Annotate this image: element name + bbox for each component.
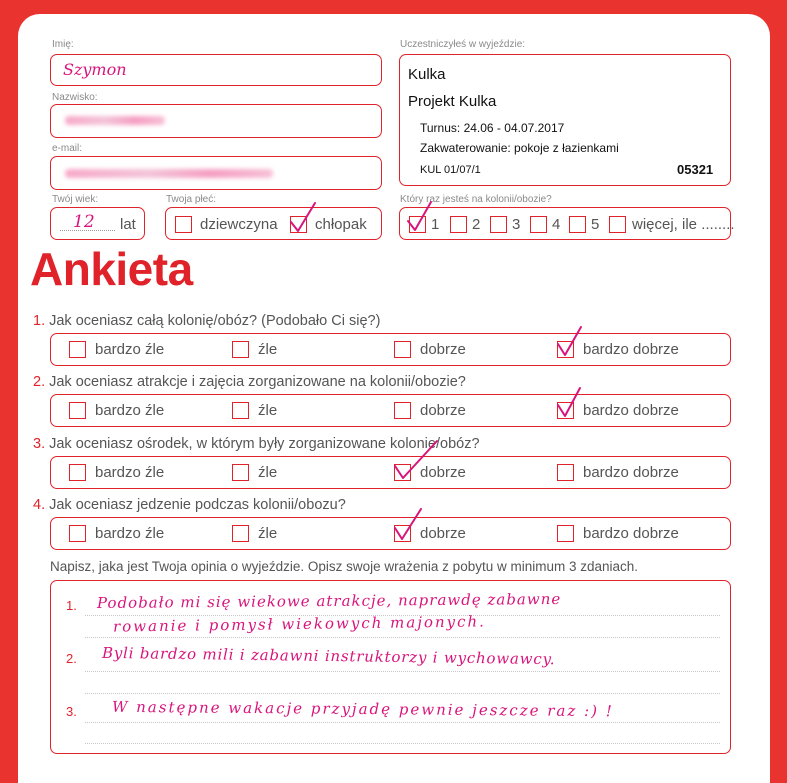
- q3-option-bardzo-zle: bardzo źle: [95, 464, 165, 481]
- opinion-line-4: W następne wakacje przyjadę pewnie jeszcze raz :) !: [111, 697, 614, 721]
- age-value: 12: [73, 212, 95, 232]
- q4-checkbox-zle[interactable]: [232, 525, 249, 542]
- times-checkbox-5[interactable]: [569, 216, 586, 233]
- trip-code: KUL 01/07/1: [420, 164, 481, 176]
- q3-checkbox-bardzo-dobrze[interactable]: [557, 464, 574, 481]
- name-value: Szymon: [63, 60, 127, 79]
- gender-option-dziewczyna: dziewczyna: [200, 216, 278, 233]
- opinion-num-3: 3.: [66, 704, 77, 719]
- opinion-prompt: Napisz, jaka jest Twoja opinia o wyjeździe. Opisz swoje wrażenia z pobytu w minimum 3 zdaniach.: [50, 559, 639, 574]
- question-1: 1. Jak oceniasz całą kolonię/obóz? (Podobało Ci się?): [33, 313, 381, 329]
- age-label: Twój wiek:: [52, 194, 99, 205]
- times-checkbox-3[interactable]: [490, 216, 507, 233]
- q4-option-bardzo-dobrze: bardzo dobrze: [583, 525, 679, 542]
- q3-option-dobrze: dobrze: [420, 464, 466, 481]
- email-field[interactable]: [50, 156, 382, 190]
- q1-option-zle: źle: [258, 341, 278, 358]
- times-checkbox-2[interactable]: [450, 216, 467, 233]
- q2-option-dobrze: dobrze: [420, 402, 466, 419]
- times-option-3: 3: [512, 216, 521, 233]
- q4-checkbox-bardzo-zle[interactable]: [69, 525, 86, 542]
- opinion-line-3: Byli bardzo mili i zabawni instruktorzy i wychowawcy.: [101, 643, 556, 669]
- q3-option-bardzo-dobrze: bardzo dobrze: [583, 464, 679, 481]
- trip-number: 05321: [677, 162, 714, 177]
- opinion-line-2: rowanie i pomysł wiekowych majonych.: [112, 612, 487, 636]
- q1-checkbox-dobrze[interactable]: [394, 341, 411, 358]
- q2-checkbox-dobrze[interactable]: [394, 402, 411, 419]
- q2-checkbox-bardzo-dobrze[interactable]: [557, 402, 574, 419]
- times-option-4: 4: [552, 216, 561, 233]
- q1-checkbox-bardzo-zle[interactable]: [69, 341, 86, 358]
- q4-checkbox-bardzo-dobrze[interactable]: [557, 525, 574, 542]
- email-redacted: [65, 169, 273, 178]
- times-option-2: 2: [472, 216, 481, 233]
- opinion-line-1: Podobało mi się wiekowe atrakcje, naprawdę zabawne: [96, 589, 562, 613]
- times-option-5: 5: [591, 216, 600, 233]
- q4-checkbox-dobrze[interactable]: [394, 525, 411, 542]
- surname-redacted: [65, 116, 165, 125]
- age-field[interactable]: [50, 207, 145, 240]
- q2-checkbox-bardzo-zle[interactable]: [69, 402, 86, 419]
- question-3: 3. Jak oceniasz ośrodek, w którym były zorganizowane kolonie/obóz?: [33, 436, 480, 452]
- question-2: 2. Jak oceniasz atrakcje i zajęcia zorganizowane na kolonii/obozie?: [33, 374, 466, 390]
- trip-turnus: Turnus: 24.06 - 04.07.2017: [420, 121, 565, 135]
- opinion-num-1: 1.: [66, 598, 77, 613]
- q3-checkbox-bardzo-zle[interactable]: [69, 464, 86, 481]
- q1-checkbox-zle[interactable]: [232, 341, 249, 358]
- times-option-more: więcej, ile ........: [632, 216, 735, 233]
- question-4: 4. Jak oceniasz jedzenie podczas kolonii/obozu?: [33, 497, 346, 513]
- q3-checkbox-zle[interactable]: [232, 464, 249, 481]
- q2-option-bardzo-zle: bardzo źle: [95, 402, 165, 419]
- q4-option-zle: źle: [258, 525, 278, 542]
- q1-checkbox-bardzo-dobrze[interactable]: [557, 341, 574, 358]
- q2-checkbox-zle[interactable]: [232, 402, 249, 419]
- times-checkbox-more[interactable]: [609, 216, 626, 233]
- q3-checkbox-dobrze[interactable]: [394, 464, 411, 481]
- age-unit: lat: [120, 216, 136, 233]
- gender-option-chlopak: chłopak: [315, 216, 367, 233]
- q4-option-dobrze: dobrze: [420, 525, 466, 542]
- checkbox-dziewczyna[interactable]: [175, 216, 192, 233]
- q4-option-bardzo-zle: bardzo źle: [95, 525, 165, 542]
- times-option-1: 1: [431, 216, 440, 233]
- trip-label: Uczestniczyłeś w wyjeździe:: [400, 39, 526, 50]
- name-field[interactable]: [50, 54, 382, 86]
- q1-option-bardzo-zle: bardzo źle: [95, 341, 165, 358]
- survey-title: Ankieta: [30, 243, 193, 295]
- q1-option-dobrze: dobrze: [420, 341, 466, 358]
- trip-line-2: Projekt Kulka: [408, 93, 497, 110]
- opinion-num-2: 2.: [66, 651, 77, 666]
- q1-option-bardzo-dobrze: bardzo dobrze: [583, 341, 679, 358]
- email-label: e-mail:: [52, 143, 83, 154]
- times-checkbox-4[interactable]: [530, 216, 547, 233]
- times-label: Który raz jesteś na kolonii/obozie?: [400, 194, 552, 205]
- times-checkbox-1[interactable]: [409, 216, 426, 233]
- q2-option-bardzo-dobrze: bardzo dobrze: [583, 402, 679, 419]
- trip-accommodation: Zakwaterowanie: pokoje z łazienkami: [420, 141, 619, 155]
- q2-option-zle: źle: [258, 402, 278, 419]
- surname-label: Nazwisko:: [52, 92, 98, 103]
- checkbox-chlopak[interactable]: [290, 216, 307, 233]
- q3-option-zle: źle: [258, 464, 278, 481]
- gender-label: Twoja płeć:: [166, 194, 217, 205]
- trip-line-1: Kulka: [408, 66, 446, 83]
- surname-field[interactable]: [50, 104, 382, 138]
- name-label: Imię:: [52, 39, 74, 50]
